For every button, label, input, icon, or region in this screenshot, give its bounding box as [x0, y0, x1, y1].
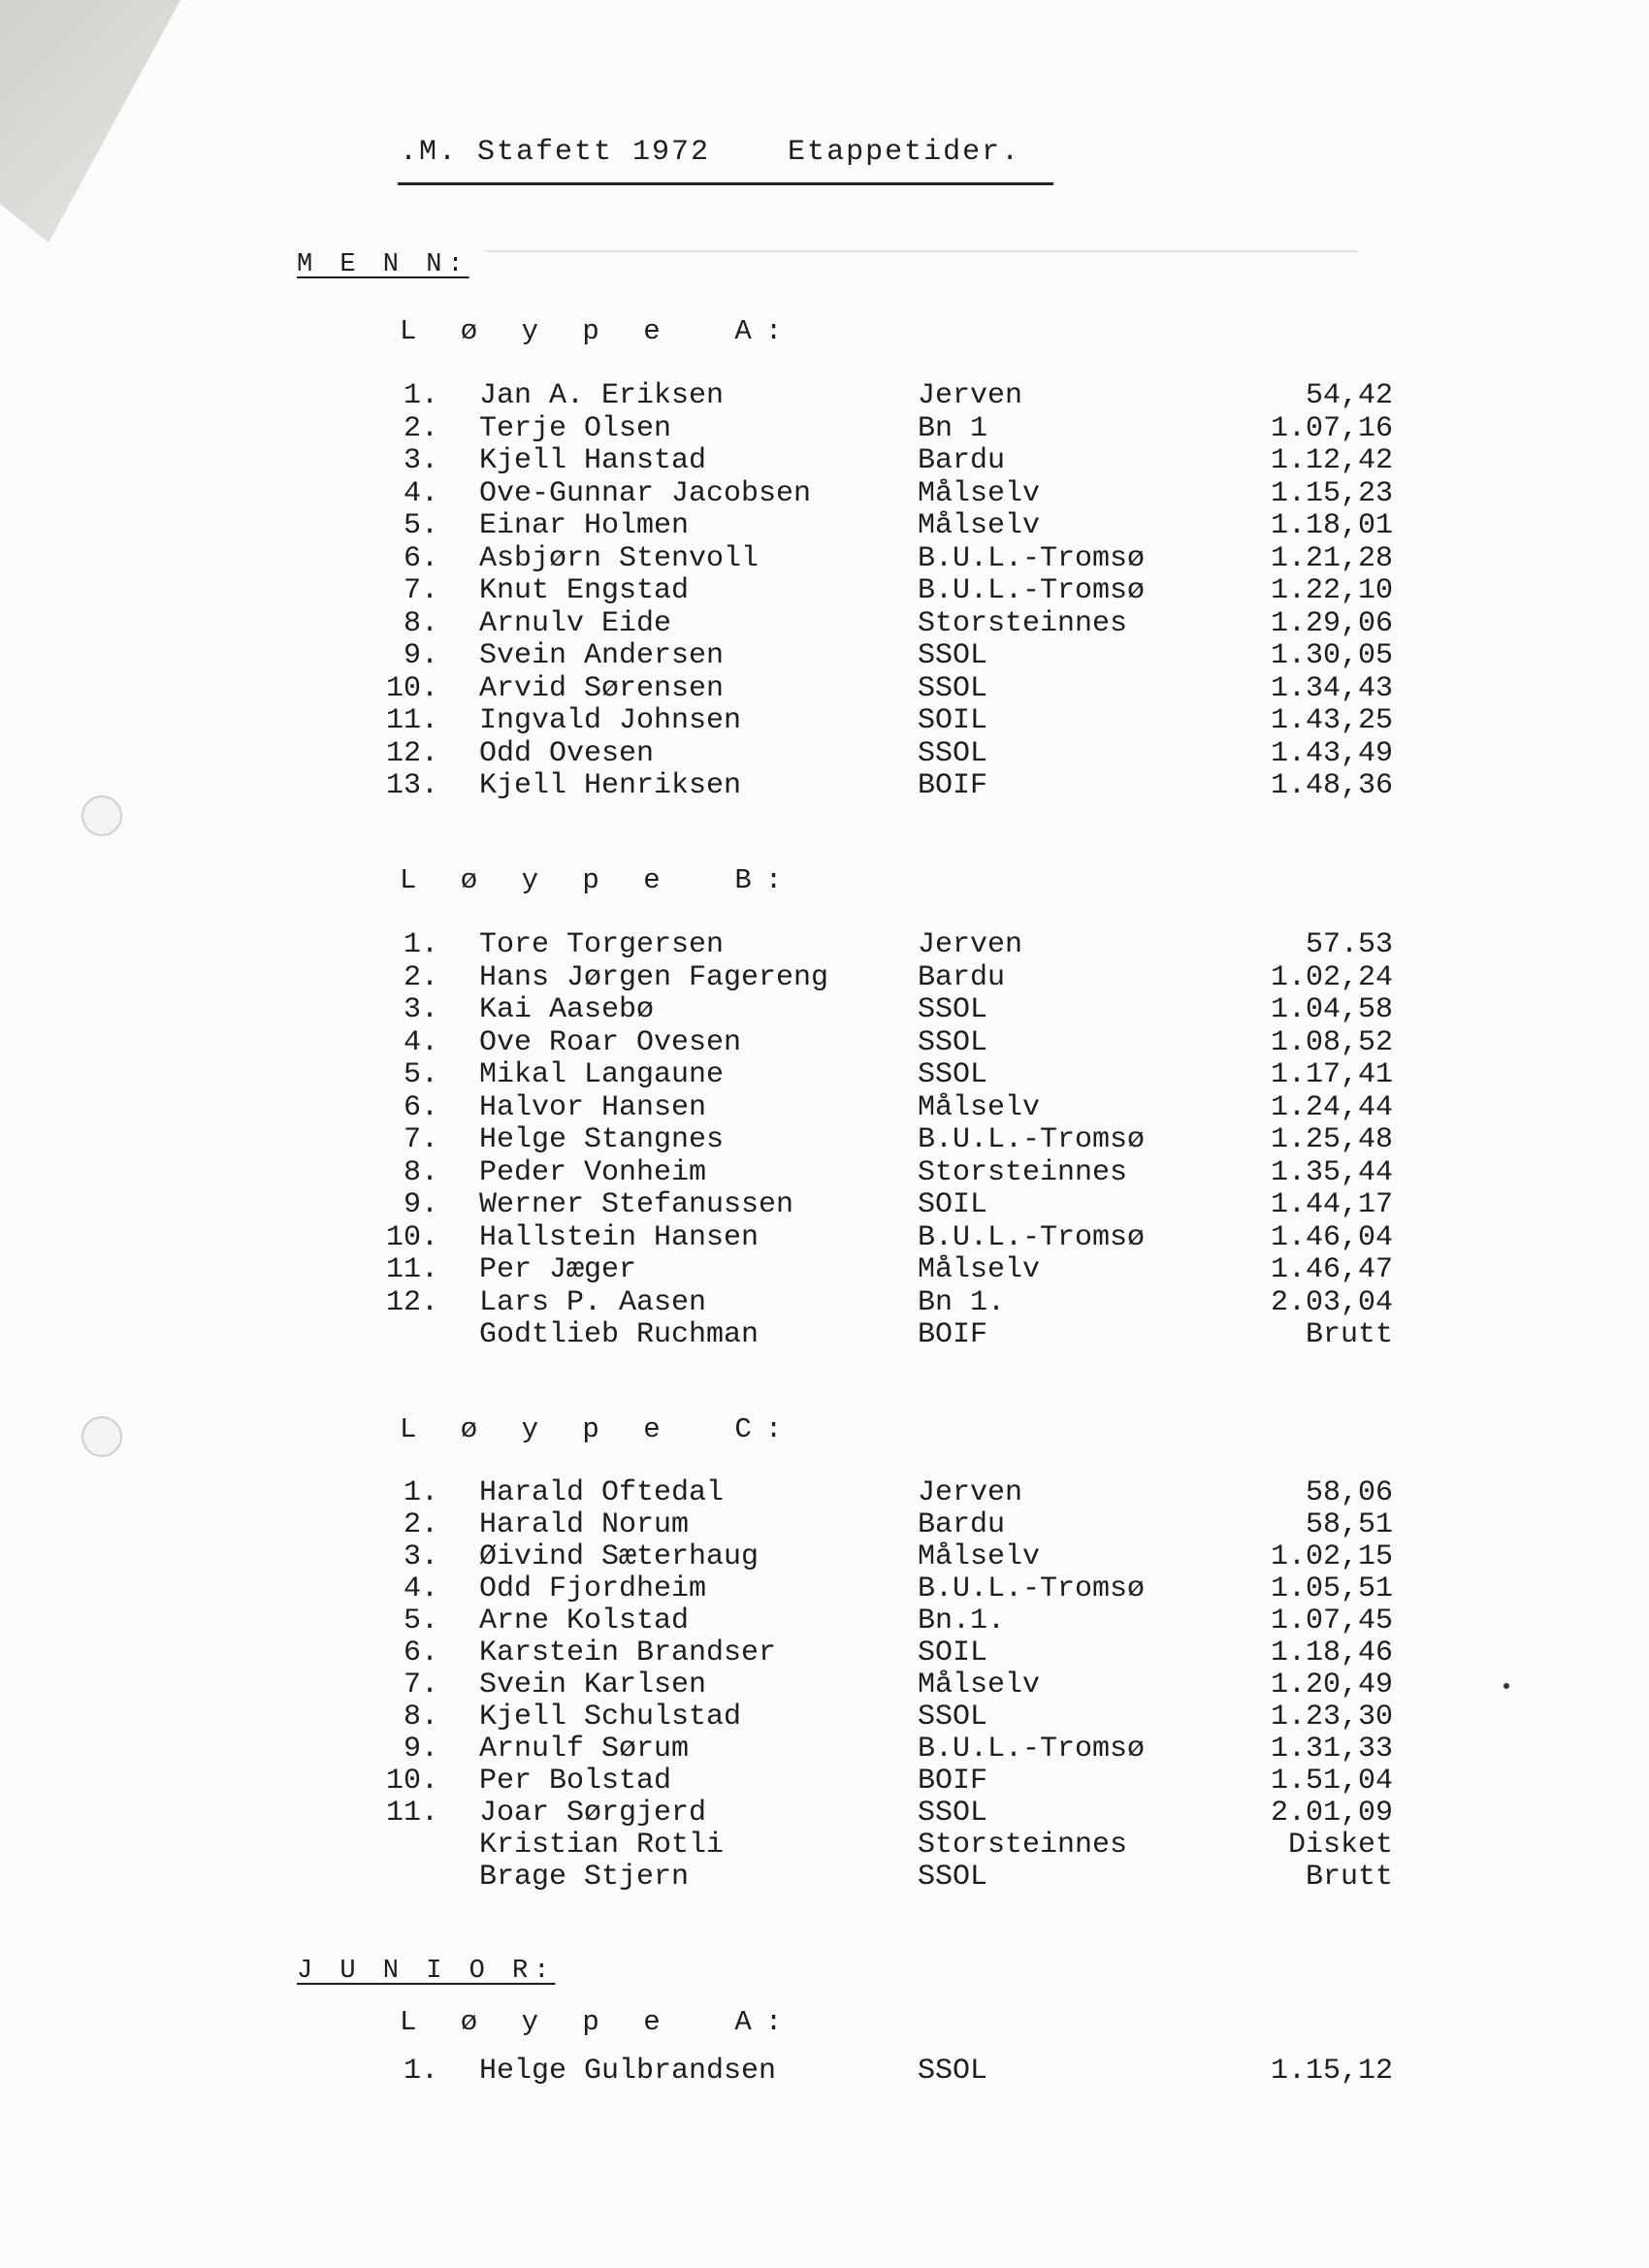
cell-name: Ove Roar Ovesen — [479, 1025, 742, 1059]
cell-name: Arvid Sørensen — [479, 671, 725, 705]
cell-num: 6. — [403, 1090, 438, 1124]
cell-num: 8. — [403, 606, 438, 640]
cell-num: 11. — [385, 704, 438, 737]
cell-club: Målselv — [918, 1253, 1041, 1286]
cell-num: 3. — [403, 1540, 438, 1573]
table-row — [0, 639, 1649, 671]
cell-club: SOIL — [918, 1636, 988, 1669]
cell-time: 1.34,43 — [1270, 671, 1393, 705]
table-row — [0, 1861, 1649, 1893]
cell-num: 8. — [403, 1155, 438, 1189]
cell-time: 1.24,44 — [1270, 1090, 1393, 1124]
cell-name: Kjell Schulstad — [479, 1701, 742, 1733]
cell-time: 1.05,51 — [1270, 1572, 1393, 1605]
cell-time: 1.48,36 — [1270, 769, 1393, 802]
cell-time: 2.03,04 — [1270, 1285, 1393, 1319]
table-row — [0, 1572, 1649, 1604]
cell-name: Ove-Gunnar Jacobsen — [479, 476, 812, 510]
cell-club: SSOL — [918, 1025, 988, 1059]
cell-num: 13. — [385, 769, 438, 802]
cell-time: 1.08,52 — [1270, 1025, 1393, 1059]
cell-num: 7. — [403, 1123, 438, 1156]
cell-time: 1.44,17 — [1270, 1188, 1393, 1221]
cell-time: 58,06 — [1305, 1476, 1393, 1509]
cell-club: B.U.L.-Tromsø — [918, 574, 1146, 607]
cell-num: 9. — [403, 1188, 438, 1221]
cell-num: 10. — [385, 671, 438, 705]
cell-name: Harald Norum — [479, 1508, 690, 1541]
cell-name: Odd Fjordheim — [479, 1572, 707, 1605]
cell-name: Godtlieb Ruchman — [479, 1318, 760, 1351]
cell-club: Bn 1. — [918, 1285, 1006, 1319]
punch-hole — [81, 795, 122, 836]
cell-time: 1.12,42 — [1270, 444, 1393, 477]
cell-club: Jerven — [918, 1476, 1023, 1509]
cell-club: BOIF — [918, 769, 988, 802]
cell-num: 6. — [403, 1636, 438, 1669]
cell-club: SSOL — [918, 639, 988, 672]
table-row — [0, 1604, 1649, 1636]
cell-num: 4. — [403, 476, 438, 510]
section-heading-menn: M E N N: — [297, 250, 469, 279]
cell-num: 7. — [403, 1669, 438, 1701]
cell-time: 1.29,06 — [1270, 606, 1393, 640]
cell-time: 1.35,44 — [1270, 1155, 1393, 1189]
cell-name: Brage Stjern — [479, 1861, 690, 1894]
table-row — [0, 961, 1649, 993]
cell-num: 6. — [403, 541, 438, 575]
table-row — [0, 1253, 1649, 1285]
cell-club: Storsteinnes — [918, 606, 1128, 640]
cell-club: SOIL — [918, 1188, 988, 1221]
cell-club: Bardu — [918, 444, 1006, 477]
cell-club: SSOL — [918, 1861, 988, 1894]
table-row — [0, 1058, 1649, 1090]
cell-name: Karstein Brandser — [479, 1636, 777, 1669]
cell-club: B.U.L.-Tromsø — [918, 1733, 1146, 1766]
cell-num: 2. — [403, 1508, 438, 1541]
table-row — [0, 1188, 1649, 1220]
cell-time: Disket — [1287, 1829, 1393, 1862]
cell-name: Hans Jørgen Fagereng — [479, 960, 829, 994]
cell-name: Per Bolstad — [479, 1765, 672, 1798]
cell-time: 1.18,01 — [1270, 509, 1393, 542]
table-row — [0, 509, 1649, 541]
cell-club: B.U.L.-Tromsø — [918, 1123, 1146, 1156]
cell-num: 9. — [403, 639, 438, 672]
cell-num: 10. — [385, 1220, 438, 1254]
cell-club: SOIL — [918, 704, 988, 737]
cell-time: 1.43,49 — [1270, 736, 1393, 770]
cell-time: 1.20,49 — [1270, 1669, 1393, 1701]
table-row — [0, 1508, 1649, 1540]
table-row — [0, 928, 1649, 960]
cell-time: 1.15,23 — [1270, 476, 1393, 510]
table-row — [0, 444, 1649, 476]
cell-time: 1.18,46 — [1270, 1636, 1393, 1669]
cell-club: BOIF — [918, 1765, 988, 1798]
cell-name: Odd Ovesen — [479, 736, 655, 770]
cell-club: SSOL — [918, 736, 988, 770]
cell-club: SSOL — [918, 671, 988, 705]
cell-num: 9. — [403, 1733, 438, 1766]
cell-club: Bn.1. — [918, 1604, 1006, 1637]
table-row — [0, 574, 1649, 606]
table-row — [0, 1026, 1649, 1058]
cell-name: Arne Kolstad — [479, 1604, 690, 1637]
cell-time: 1.02,15 — [1270, 1540, 1393, 1573]
cell-name: Kjell Hanstad — [479, 444, 707, 477]
cell-time: 1.22,10 — [1270, 574, 1393, 607]
cell-club: SSOL — [918, 1797, 988, 1830]
cell-time: 1.07,45 — [1270, 1604, 1393, 1637]
cell-name: Einar Holmen — [479, 509, 690, 542]
cell-time: 1.31,33 — [1270, 1733, 1393, 1766]
cell-name: Asbjørn Stenvoll — [479, 541, 760, 575]
cell-club: BOIF — [918, 1318, 988, 1351]
table-row — [0, 993, 1649, 1025]
cell-name: Arnulf Sørum — [479, 1733, 690, 1766]
table-row — [0, 1540, 1649, 1572]
table-row — [0, 1829, 1649, 1861]
cell-num: 1. — [403, 2055, 438, 2088]
cell-club: B.U.L.-Tromsø — [918, 541, 1146, 575]
cell-time: 54,42 — [1305, 379, 1393, 412]
cell-name: Per Jæger — [479, 1253, 637, 1286]
leg-heading-b: L ø y p e B: — [400, 864, 796, 896]
cell-club: B.U.L.-Tromsø — [918, 1572, 1146, 1605]
cell-num: 8. — [403, 1701, 438, 1733]
cell-time: 1.07,16 — [1270, 411, 1393, 445]
cell-club: Målselv — [918, 1669, 1041, 1701]
table-row — [0, 1123, 1649, 1155]
cell-name: Mikal Langaune — [479, 1058, 725, 1091]
cell-club: Jerven — [918, 928, 1023, 961]
cell-club: SSOL — [918, 993, 988, 1026]
cell-num: 4. — [403, 1025, 438, 1059]
cell-name: Øivind Sæterhaug — [479, 1540, 760, 1573]
cell-num: 12. — [385, 1285, 438, 1319]
cell-name: Lars P. Aasen — [479, 1285, 707, 1319]
table-row — [0, 737, 1649, 769]
cell-time: Brutt — [1305, 1861, 1393, 1894]
cell-club: Bardu — [918, 960, 1006, 994]
cell-num: 1. — [403, 379, 438, 412]
title-underline — [398, 182, 1053, 185]
cell-num: 10. — [385, 1765, 438, 1798]
table-row — [0, 1091, 1649, 1123]
cell-name: Helge Gulbrandsen — [479, 2055, 777, 2088]
cell-num: 11. — [385, 1253, 438, 1286]
cell-num: 12. — [385, 736, 438, 770]
cell-club: Målselv — [918, 1540, 1041, 1573]
cell-name: Arnulv Eide — [479, 606, 672, 640]
cell-name: Peder Vonheim — [479, 1155, 707, 1189]
table-row — [0, 1669, 1649, 1701]
table-row — [0, 477, 1649, 509]
table-row — [0, 1156, 1649, 1188]
cell-time: 1.21,28 — [1270, 541, 1393, 575]
cell-name: Tore Torgersen — [479, 928, 725, 961]
cell-time: 2.01,09 — [1270, 1797, 1393, 1830]
cell-name: Harald Oftedal — [479, 1476, 725, 1509]
table-row — [0, 1636, 1649, 1669]
cell-num: 5. — [403, 509, 438, 542]
cell-time: 1.23,30 — [1270, 1701, 1393, 1733]
punch-hole — [81, 1416, 122, 1457]
cell-num: 3. — [403, 444, 438, 477]
cell-time: 1.15,12 — [1270, 2055, 1393, 2088]
table-row — [0, 1797, 1649, 1829]
cell-name: Svein Karlsen — [479, 1669, 707, 1701]
cell-name: Kristian Rotli — [479, 1829, 725, 1862]
cell-club: Målselv — [918, 1090, 1041, 1124]
cell-name: Joar Sørgjerd — [479, 1797, 707, 1830]
cell-name: Terje Olsen — [479, 411, 672, 445]
section-heading-junior: J U N I O R: — [297, 1957, 556, 1986]
table-row — [0, 379, 1649, 411]
leg-heading-a: L ø y p e A: — [400, 315, 796, 347]
cell-club: SSOL — [918, 1058, 988, 1091]
cell-name: Hallstein Hansen — [479, 1220, 760, 1254]
cell-num: 5. — [403, 1604, 438, 1637]
cell-time: 1.25,48 — [1270, 1123, 1393, 1156]
cell-num: 3. — [403, 993, 438, 1026]
cell-time: 1.02,24 — [1270, 960, 1393, 994]
cell-num: 2. — [403, 411, 438, 445]
cell-num: 1. — [403, 928, 438, 961]
cell-name: Jan A. Eriksen — [479, 379, 725, 412]
cell-num: 2. — [403, 960, 438, 994]
cell-time: 1.51,04 — [1270, 1765, 1393, 1798]
cell-club: Bardu — [918, 1508, 1006, 1541]
cell-time: 1.17,41 — [1270, 1058, 1393, 1091]
table-row — [0, 704, 1649, 736]
cell-time: 1.46,04 — [1270, 1220, 1393, 1254]
cell-time: 1.30,05 — [1270, 639, 1393, 672]
cell-name: Kai Aasebø — [479, 993, 655, 1026]
cell-name: Svein Andersen — [479, 639, 725, 672]
cell-name: Ingvald Johnsen — [479, 704, 742, 737]
cell-name: Helge Stangnes — [479, 1123, 725, 1156]
table-row — [0, 1733, 1649, 1765]
cell-club: Storsteinnes — [918, 1155, 1128, 1189]
cell-name: Halvor Hansen — [479, 1090, 707, 1124]
cell-club: Jerven — [918, 379, 1023, 412]
cell-num: 5. — [403, 1058, 438, 1091]
cell-name: Knut Engstad — [479, 574, 690, 607]
cell-num: 11. — [385, 1797, 438, 1830]
table-row — [0, 672, 1649, 704]
cell-time: 57.53 — [1305, 928, 1393, 961]
cell-time: 58,51 — [1305, 1508, 1393, 1541]
table-row — [0, 1286, 1649, 1318]
cell-time: 1.04,58 — [1270, 993, 1393, 1026]
cell-club: Bn 1 — [918, 411, 988, 445]
table-row — [0, 412, 1649, 444]
page-title: .M. Stafett 1972 Etappetider. — [400, 136, 1021, 169]
table-row — [0, 542, 1649, 574]
show-through — [485, 225, 1358, 252]
cell-num: 4. — [403, 1572, 438, 1605]
table-row — [0, 1765, 1649, 1797]
cell-name: Werner Stefanussen — [479, 1188, 794, 1221]
table-row — [0, 1318, 1649, 1350]
cell-club: SSOL — [918, 1701, 988, 1733]
table-row — [0, 2055, 1649, 2087]
table-row — [0, 1701, 1649, 1733]
cell-time: 1.46,47 — [1270, 1253, 1393, 1286]
cell-club: Målselv — [918, 476, 1041, 510]
table-row — [0, 1221, 1649, 1253]
leg-heading-junior-a: L ø y p e A: — [400, 2006, 796, 2038]
leg-heading-c: L ø y p e C: — [400, 1413, 796, 1445]
cell-time: Brutt — [1305, 1318, 1393, 1351]
table-row — [0, 607, 1649, 639]
cell-club: B.U.L.-Tromsø — [918, 1220, 1146, 1254]
cell-num: 1. — [403, 1476, 438, 1509]
table-row — [0, 769, 1649, 801]
cell-club: Storsteinnes — [918, 1829, 1128, 1862]
cell-time: 1.43,25 — [1270, 704, 1393, 737]
cell-num: 7. — [403, 574, 438, 607]
table-row — [0, 1476, 1649, 1508]
cell-club: SSOL — [918, 2055, 988, 2088]
cell-name: Kjell Henriksen — [479, 769, 742, 802]
cell-club: Målselv — [918, 509, 1041, 542]
